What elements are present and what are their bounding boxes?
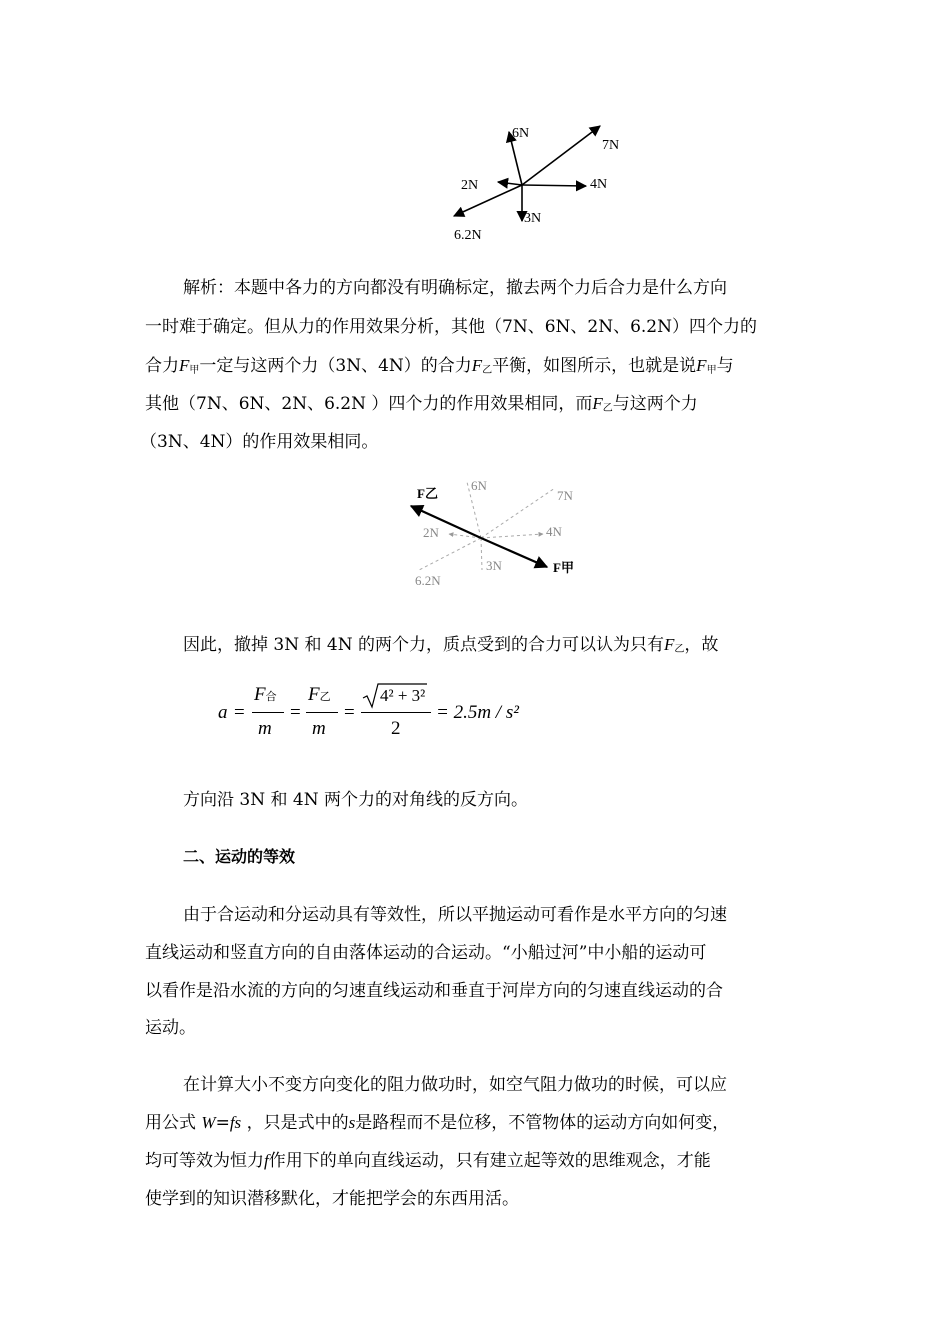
p1-line-2: 直线运动和竖直方向的自由落体运动的合运动。“小船过河”中小船的运动可 — [145, 943, 707, 963]
formula-a: a — [218, 702, 228, 723]
p2-line-4: 使学到的知识潜移默化，才能把学会的东西用活。 — [145, 1189, 519, 1209]
text-segment: 平衡，如图所示，也就是说 — [492, 356, 697, 376]
formula — [218, 680, 538, 750]
label-3n: 3N — [486, 558, 502, 573]
p2-line-2 — [145, 1108, 729, 1133]
fraction-bar — [361, 712, 431, 713]
dashed-4n — [481, 534, 543, 538]
text-segment: 作用下的单向直线运动，只有建立起等效的思维观念，才能 — [268, 1151, 711, 1171]
symbol-f: F — [664, 635, 675, 654]
label-6n: 6N — [471, 478, 487, 493]
dashed-3n — [481, 538, 482, 570]
symbol-eq: = — [215, 1113, 230, 1133]
text-segment: 是路程而不是位移，不管物体的运动方向如何变， — [355, 1113, 730, 1133]
formula-f: F — [254, 684, 266, 705]
symbol-f: F — [592, 394, 603, 413]
subscript-yi: 乙 — [602, 403, 613, 414]
label-2n: 2N — [461, 178, 479, 193]
symbol-f: F — [471, 356, 483, 375]
label-3n: 3N — [524, 211, 542, 226]
text-segment: 与这两个力 — [612, 394, 698, 414]
text-segment: 与 — [716, 356, 734, 376]
subscript-yi: 乙 — [482, 365, 493, 376]
dashed-7n — [481, 488, 555, 538]
symbol-f-lower: f — [264, 1151, 269, 1170]
text-segment: ，故 — [684, 635, 719, 655]
vector-f-yi — [411, 506, 481, 538]
force-diagram-2 — [405, 470, 585, 595]
label-f-jia: F甲 — [553, 560, 574, 575]
p1-line-1: 由于合运动和分运动具有等效性，所以平抛运动可看作是水平方向的匀速 — [183, 905, 727, 925]
label-7n: 7N — [602, 138, 620, 153]
label-7n: 7N — [557, 488, 573, 503]
formula-m: m — [312, 718, 326, 739]
fraction-bar — [306, 712, 338, 713]
vector-2n — [498, 182, 522, 185]
label-4n: 4N — [546, 524, 562, 539]
label-6-2n: 6.2N — [454, 228, 482, 243]
subscript-jia: 甲 — [706, 365, 717, 376]
formula-f: F — [308, 684, 320, 705]
formula-radicand: 4² + 3² — [380, 686, 426, 705]
direction-line: 方向沿 3N 和 4N 两个力的对角线的反方向。 — [183, 790, 528, 810]
label-f-yi: F乙 — [417, 486, 438, 501]
text-segment: 用公式 — [145, 1113, 196, 1133]
p1-line-3: 以看作是沿水流的方向的匀速直线运动和垂直于河岸方向的匀速直线运动的合 — [145, 981, 723, 1001]
p2-line-1: 在计算大小不变方向变化的阻力做功时，如空气阻力做功的时候，可以应 — [183, 1075, 727, 1095]
formula-eq: = — [234, 702, 245, 723]
subscript-yi: 乙 — [674, 644, 685, 655]
label-6n: 6N — [512, 126, 530, 141]
formula-eq: = — [290, 702, 301, 723]
symbol-f: F — [179, 356, 190, 375]
analysis-line-5: （3N、4N）的作用效果相同。 — [140, 432, 379, 452]
analysis-line-3 — [145, 351, 734, 376]
text-segment: 均可等效为恒力 — [145, 1151, 264, 1171]
p2-line-3 — [145, 1146, 711, 1171]
symbol-fs: fs — [229, 1113, 242, 1132]
symbol-w: W — [201, 1113, 216, 1132]
vector-7n — [522, 126, 600, 185]
analysis-line-4 — [145, 389, 698, 414]
label-6-2n: 6.2N — [415, 573, 441, 588]
text-segment: 因此，撤掉 3N 和 4N 的两个力，质点受到的合力可以认为只有 — [183, 635, 664, 655]
formula-sub-he: 合 — [265, 691, 277, 703]
formula-two: 2 — [391, 718, 401, 739]
label-2n: 2N — [423, 525, 439, 540]
subscript-jia: 甲 — [189, 365, 200, 376]
formula-m: m — [258, 718, 272, 739]
symbol-f: F — [696, 356, 707, 375]
text-segment: 合力 — [145, 356, 179, 376]
analysis-line-2: 一时难于确定。但从力的作用效果分析，其他（7N、6N、2N、6.2N）四个力的 — [145, 317, 757, 337]
force-diagram-1 — [440, 118, 640, 248]
text-segment: 一定与这两个力（3N、4N）的合力 — [199, 356, 472, 376]
formula-eq: = — [344, 702, 355, 723]
text-segment: ，只是式中的 — [246, 1113, 349, 1133]
symbol-s: s — [348, 1113, 356, 1132]
fraction-bar — [252, 712, 284, 713]
analysis-line-1: 解析：本题中各力的方向都没有明确标定，撤去两个力后合力是什么方向 — [183, 278, 727, 298]
dashed-6-2n — [419, 538, 481, 570]
conclusion-line — [183, 630, 718, 655]
label-4n: 4N — [590, 177, 608, 192]
p1-line-4: 运动。 — [145, 1018, 196, 1038]
vector-4n — [522, 185, 586, 186]
formula-result: = 2.5m / s² — [436, 702, 519, 723]
text-segment: 其他（7N、6N、2N、6.2N ）四个力的作用效果相同，而 — [145, 394, 593, 414]
section-title: 二、运动的等效 — [183, 847, 296, 866]
formula-sub-yi: 乙 — [319, 691, 331, 703]
